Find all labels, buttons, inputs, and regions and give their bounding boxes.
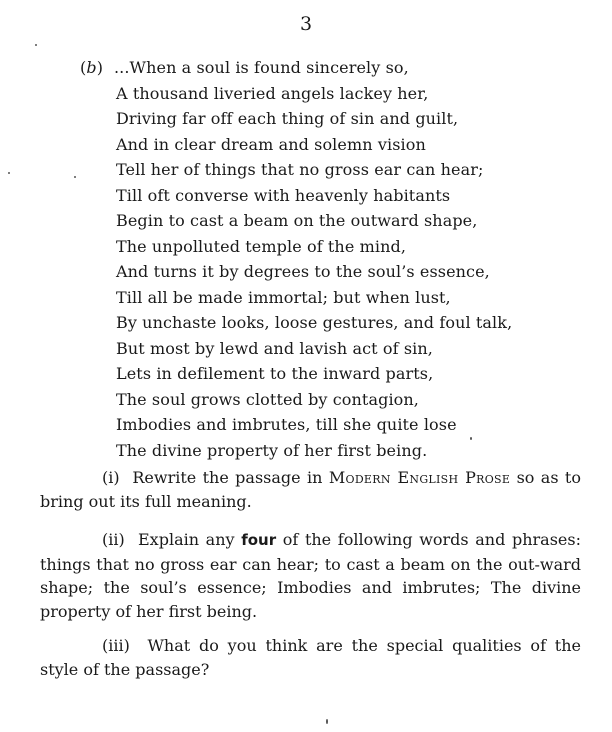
poem-line: Driving far off each thing of sin and guilt, [116, 109, 459, 128]
question-text: so as to bring out its full meaning. [40, 468, 581, 511]
print-speck [35, 44, 37, 46]
question-text: Rewrite the passage in [132, 468, 323, 487]
poem-line: The unpolluted temple of the mind, [116, 236, 407, 256]
poem-line: A thousand liveried angels lackey her, [116, 83, 429, 103]
poem-line: Begin to cast a beam on the outward shape, [116, 211, 478, 230]
poem-line: Tell her of things that no gross ear can hear; [116, 160, 484, 179]
question-iii [40, 634, 581, 681]
poem-line: The divine property of her first being. [116, 440, 428, 460]
poem-passage [80, 55, 512, 463]
print-speck [470, 437, 472, 440]
passage-label-letter: b [86, 58, 97, 77]
question-text: of the following words and phrases: things that no gross ear can hear; to cast a beam on the out-ward shape; the soul’s essence; Imbodies and imbrutes; The divine property of her first being. [40, 530, 582, 621]
print-speck [8, 172, 10, 174]
question-i [40, 466, 581, 513]
poem-line: Till all be made immortal; but when lust, [116, 287, 451, 307]
question-emphasis: four [241, 531, 277, 549]
poem-line: Imbodies and imbrutes, till she quite lose [116, 415, 457, 434]
poem-line: And turns it by degrees to the soul’s essence, [116, 262, 490, 281]
poem-line-text: ...When a soul is found sincerely so, [114, 58, 409, 77]
question-text: Explain any [138, 530, 235, 549]
poem-line-first [80, 55, 512, 81]
question-text: What do you think are the special qualities of the style of the passage? [40, 636, 582, 679]
poem-line: And in clear dream and solemn vision [116, 134, 426, 154]
poem-line: The soul grows clotted by contagion, [116, 389, 419, 409]
question-emphasis: Modern English Prose [328, 468, 511, 487]
question-number: (iii) [102, 636, 130, 655]
question-ii [40, 528, 581, 623]
poem-line: By unchaste looks, loose gestures, and foul talk, [116, 313, 513, 332]
passage-label: (b) [80, 58, 104, 77]
print-speck [326, 719, 328, 724]
question-number: (ii) [102, 530, 125, 549]
poem-line: Lets in defilement to the inward parts, [116, 364, 434, 383]
question-number: (i) [102, 468, 120, 487]
poem-line: But most by lewd and lavish act of sin, [116, 338, 433, 358]
page-number: 3 [299, 13, 313, 35]
print-speck [74, 176, 76, 178]
poem-line: Till oft converse with heavenly habitants [116, 185, 451, 205]
